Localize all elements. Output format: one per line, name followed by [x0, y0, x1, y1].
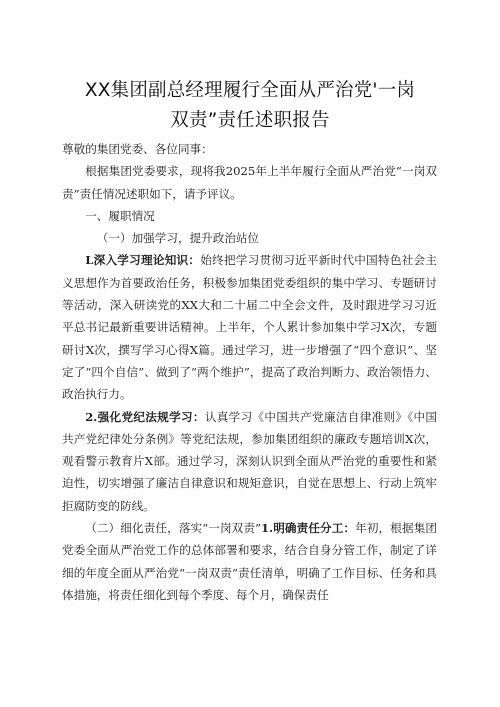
document-body — [62, 138, 437, 606]
paragraph-item-1 — [62, 249, 437, 405]
paragraph-subsection-2 — [62, 517, 437, 606]
section-heading-1: 一、履职情况 — [85, 208, 155, 223]
item-3-text: 年初，根据集团党委全面从严治党工作的总体部署和要求，结合自身分管工作，制定了详细的年度全面从严治党“一岗双责”责任清单，明确了工作目标、任务和具体措施，将责任细化到每个季度、每个月，确保责任 — [62, 521, 437, 602]
document-title-line-1: XX集团副总经理履行全面从严治党'一岗 — [84, 80, 416, 101]
document-title-line-2: 双责”责任述职报告 — [170, 110, 330, 131]
item-1-text: 始终把学习贯彻习近平新时代中国特色社会主义思想作为首要政治任务，积极参加集团党委组织的集中学习、专题研讨等活动，深入研读党的XX大和二十届二中全会文件，及时跟进学习习近平总书记最新重要讲话精神。上半年，个人累计参加集中学习X次，专题研讨X次，撰写学习心得X篇。通过学习，进一步增强了“四个意识”、坚定了“四个自信”、做到了“两个维护”，提高了政治判断力、政治领悟力、政治执行力。 — [62, 253, 437, 402]
item-2-text: 认真学习《中国共产党廉洁自律准则》《中国共产党纪律处分条例》等党纪法规，参加集团组织的廉政专题培训X次，观看警示教育片X部。通过学习，深刻认识到全面从严治党的重要性和紧迫性，切实增强了廉洁自律意识和规矩意识，自觉在思想上、行动上筑牢拒腐防变的防线。 — [62, 409, 438, 513]
item-3-lead: 1.明确责任分工： — [261, 521, 356, 536]
subsection-heading-2: （二）细化责任，落实“一岗双责” — [85, 521, 262, 536]
intro-paragraph: 根据集团党委要求，现将我2025年上半年履行全面从严治党“一岗双责”责任情况述职如下，请予评议。 — [62, 164, 437, 201]
subsection-heading-1: （一）加强学习，提升政治站位 — [96, 231, 260, 246]
item-2-lead: 2.强化党纪法规学习： — [85, 409, 205, 424]
salutation: 尊敬的集团党委、各位同事： — [62, 142, 213, 156]
item-1-lead: L深入学习理论知识： — [85, 253, 201, 268]
paragraph-item-2 — [62, 406, 437, 517]
